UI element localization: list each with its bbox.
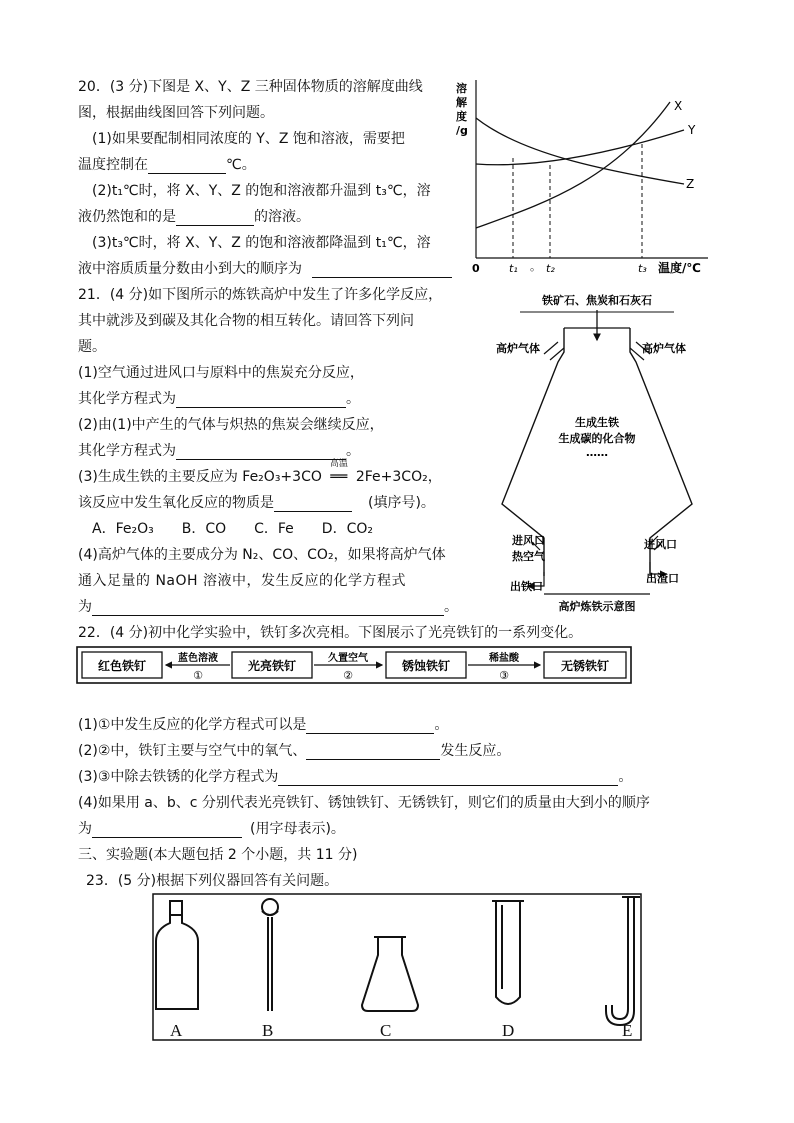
series-label-z: Z xyxy=(686,177,695,191)
q20-part2-line2: 液仍然饱和的是 的溶液。 xyxy=(78,209,310,225)
center-label-1: 生成生铁 xyxy=(575,416,619,429)
tick-t3: t₃ xyxy=(638,262,647,275)
inlet-left-label: 进风口 xyxy=(512,534,545,547)
answer-blank[interactable] xyxy=(312,263,452,278)
series-label-x: X xyxy=(674,99,683,113)
center-label-3: …… xyxy=(586,446,608,459)
q21-part2-line2: 其化学方程式为 。 xyxy=(78,443,360,459)
nail-flow-diagram xyxy=(76,646,632,684)
q20-part2-line1: (2)t₁℃时，将 X、Y、Z 的饱和溶液都升温到 t₃℃，溶 xyxy=(92,183,431,199)
conical-flask-icon xyxy=(362,937,418,1011)
answer-blank[interactable] xyxy=(148,159,226,174)
box-label: 红色铁钉 xyxy=(97,659,147,673)
origin-label: 0 xyxy=(472,262,480,275)
center-label-2: 生成碳的化合物 xyxy=(558,432,636,445)
q20-part1-line1: (1)如果要配制相同浓度的 Y、Z 饱和溶液，需要把 xyxy=(92,131,405,147)
q20-part1-line2: 温度控制在 ℃。 xyxy=(78,157,256,173)
iron-outlet-label: 出铁口 xyxy=(510,580,543,593)
q21-line3: 题。 xyxy=(78,339,106,355)
q22-part1: (1)①中发生反应的化学方程式可以是 。 xyxy=(78,717,449,733)
apparatus-label-d: D xyxy=(502,1021,515,1040)
step-number: ③ xyxy=(499,669,509,682)
furnace-top-label: 铁矿石、焦炭和石灰石 xyxy=(542,294,652,307)
arrow-label: 稀盐酸 xyxy=(489,653,519,664)
q23-title: 23．(5 分)根据下列仪器回答有关问题。 xyxy=(86,873,339,889)
inlet-left-label-2: 热空气 xyxy=(512,550,545,563)
ylabel-char: 溶 xyxy=(456,82,467,95)
box-label: 光亮铁钉 xyxy=(247,659,297,673)
ylabel-char: 解 xyxy=(456,96,467,109)
answer-blank[interactable] xyxy=(306,719,434,734)
q21-line2: 其中就涉及到碳及其化合物的相互转化。请回答下列问 xyxy=(78,313,414,329)
q21-part2-line1: (2)由(1)中产生的气体与炽热的焦炭会继续反应， xyxy=(78,417,384,433)
step-number: ① xyxy=(193,669,203,682)
series-label-y: Y xyxy=(688,123,696,137)
answer-blank[interactable] xyxy=(176,445,346,460)
q21-part3-line2: 该反应中发生氧化反应的物质是 (填序号)。 xyxy=(78,495,435,511)
solubility-chart xyxy=(452,72,714,282)
q22-part2: (2)②中，铁钉主要与空气中的氧气、 发生反应。 xyxy=(78,743,511,759)
box-label: 锈蚀铁钉 xyxy=(401,659,451,673)
equation-condition: 高温 ══ xyxy=(329,459,348,485)
q21-part1-line2: 其化学方程式为 。 xyxy=(78,391,360,407)
q20-part3-line2: 液中溶质质量分数由小到大的顺序为 xyxy=(78,260,452,278)
answer-blank[interactable] xyxy=(278,771,618,786)
apparatus-label-b: B xyxy=(262,1021,274,1040)
tick-dot: 。 xyxy=(530,260,541,273)
q22-line1: 22．(4 分)初中化学实验中，铁钉多次亮相。下图展示了光亮铁钉的一系列变化。 xyxy=(78,625,583,641)
gas-label-right: 高炉气体 xyxy=(642,342,686,355)
gas-label-left: 高炉气体 xyxy=(496,342,540,355)
q21-part4-line1: (4)高炉气体的主要成分为 N₂、CO、CO₂，如果将高炉气体 xyxy=(78,547,446,563)
arrow-label: 蓝色溶液 xyxy=(178,653,218,664)
answer-blank[interactable] xyxy=(306,745,440,760)
q21-part3-line1: (3)生成生铁的主要反应为 Fe₂O₃+3CO 高温 ══ 2Fe+3CO₂， xyxy=(78,459,442,485)
answer-blank[interactable] xyxy=(92,823,242,838)
bent-tube-icon xyxy=(606,897,640,1025)
arrow-label: 久置空气 xyxy=(328,653,368,664)
q22-part4-line1: (4)如果用 a、b、c 分别代表光亮铁钉、锈蚀铁钉、无锈铁钉，则它们的质量由大到小的顺序 xyxy=(78,795,650,811)
q21-part4-line3: 为 。 xyxy=(78,599,458,615)
curve-z xyxy=(476,118,684,184)
ylabel-char: 度 xyxy=(456,110,467,123)
q20-part3-line1: (3)t₃℃时，将 X、Y、Z 的饱和溶液都降温到 t₁℃，溶 xyxy=(92,235,431,251)
slag-outlet-label: 出渣口 xyxy=(646,572,679,585)
furnace-caption: 高炉炼铁示意图 xyxy=(558,600,636,613)
apparatus-label-e: E xyxy=(622,1021,633,1040)
q21-part1-line1: (1)空气通过进风口与原料中的焦炭充分反应， xyxy=(78,365,364,381)
test-tube-icon xyxy=(492,901,524,1004)
apparatus-label-c: C xyxy=(380,1021,392,1040)
q22-part4-line2: 为 (用字母表示)。 xyxy=(78,821,345,837)
y-axis-label xyxy=(456,81,468,137)
answer-blank[interactable] xyxy=(274,497,352,512)
apparatus-label-a: A xyxy=(170,1021,183,1040)
section-3-heading: 三、实验题(本大题包括 2 个小题，共 11 分) xyxy=(78,847,358,863)
q20-line1: 20．(3 分)下图是 X、Y、Z 三种固体物质的溶解度曲线 xyxy=(78,79,423,95)
answer-blank[interactable] xyxy=(176,211,254,226)
reagent-bottle-icon xyxy=(156,901,198,1009)
thistle-funnel-icon xyxy=(262,899,278,1011)
inlet-right-label: 进风口 xyxy=(644,538,677,551)
blast-furnace-diagram xyxy=(492,290,702,618)
q21-part4-line2: 通入足量的 NaOH 溶液中，发生反应的化学方程式 xyxy=(78,573,406,589)
x-axis-label: 温度/℃ xyxy=(658,261,701,275)
q22-part3: (3)③中除去铁锈的化学方程式为 。 xyxy=(78,769,633,785)
ylabel-char: /g xyxy=(456,124,468,137)
answer-blank[interactable] xyxy=(92,601,444,616)
curve-y xyxy=(476,130,684,165)
box-label: 无锈铁钉 xyxy=(560,659,610,673)
tick-t1: t₁ xyxy=(509,262,518,275)
q21-options: A．Fe₂O₃ B．CO C．Fe D．CO₂ xyxy=(92,521,373,537)
q20-line2: 图，根据曲线图回答下列问题。 xyxy=(78,105,274,121)
apparatus-figure xyxy=(152,893,642,1041)
figure-frame xyxy=(153,894,641,1040)
step-number: ② xyxy=(343,669,353,682)
tick-t2: t₂ xyxy=(546,262,555,275)
q21-line1: 21．(4 分)如下图所示的炼铁高炉中发生了许多化学反应， xyxy=(78,287,443,303)
answer-blank[interactable] xyxy=(176,393,346,408)
